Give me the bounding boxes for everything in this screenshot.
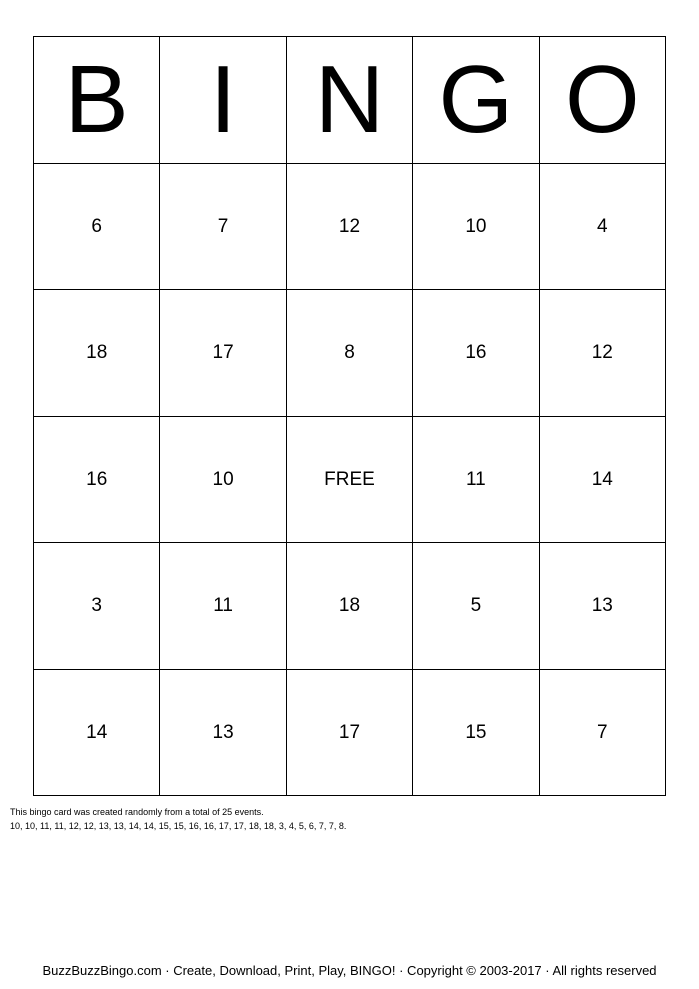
bingo-cell: 16 [413,290,539,417]
header-letter-n: N [287,37,413,164]
bingo-cell: 17 [287,670,413,797]
bingo-cell: 11 [160,543,286,670]
page-footer: BuzzBuzzBingo.com · Create, Download, Print, Play, BINGO! · Copyright © 2003-2017 · All rights reserved [42,963,657,978]
bingo-cell: 10 [160,417,286,544]
bingo-cell: 15 [413,670,539,797]
bingo-cell: 5 [413,543,539,670]
bingo-cell: 7 [160,164,286,291]
bingo-cell: 7 [540,670,666,797]
bingo-cell: 13 [160,670,286,797]
free-space-cell: FREE [287,417,413,544]
bingo-cell: 17 [160,290,286,417]
bingo-cell: 12 [540,290,666,417]
bingo-cell: 14 [34,670,160,797]
bingo-cell: 8 [287,290,413,417]
bingo-cell: 11 [413,417,539,544]
header-letter-b: B [34,37,160,164]
events-list-note: 10, 10, 11, 11, 12, 12, 13, 13, 14, 14, 15, 15, 16, 16, 17, 17, 18, 18, 3, 4, 5, 6, 7, 7, 8. [10,821,347,831]
bingo-cell: 10 [413,164,539,291]
bingo-cell: 18 [34,290,160,417]
bingo-cell: 16 [34,417,160,544]
header-letter-i: I [160,37,286,164]
bingo-cell: 18 [287,543,413,670]
bingo-cell: 4 [540,164,666,291]
bingo-grid [33,36,666,796]
bingo-cell: 3 [34,543,160,670]
bingo-cell: 6 [34,164,160,291]
header-letter-o: O [540,37,666,164]
bingo-cell: 13 [540,543,666,670]
bingo-cell: 12 [287,164,413,291]
card-info-note: This bingo card was created randomly from a total of 25 events. [10,807,264,817]
header-letter-g: G [413,37,539,164]
bingo-cell: 14 [540,417,666,544]
